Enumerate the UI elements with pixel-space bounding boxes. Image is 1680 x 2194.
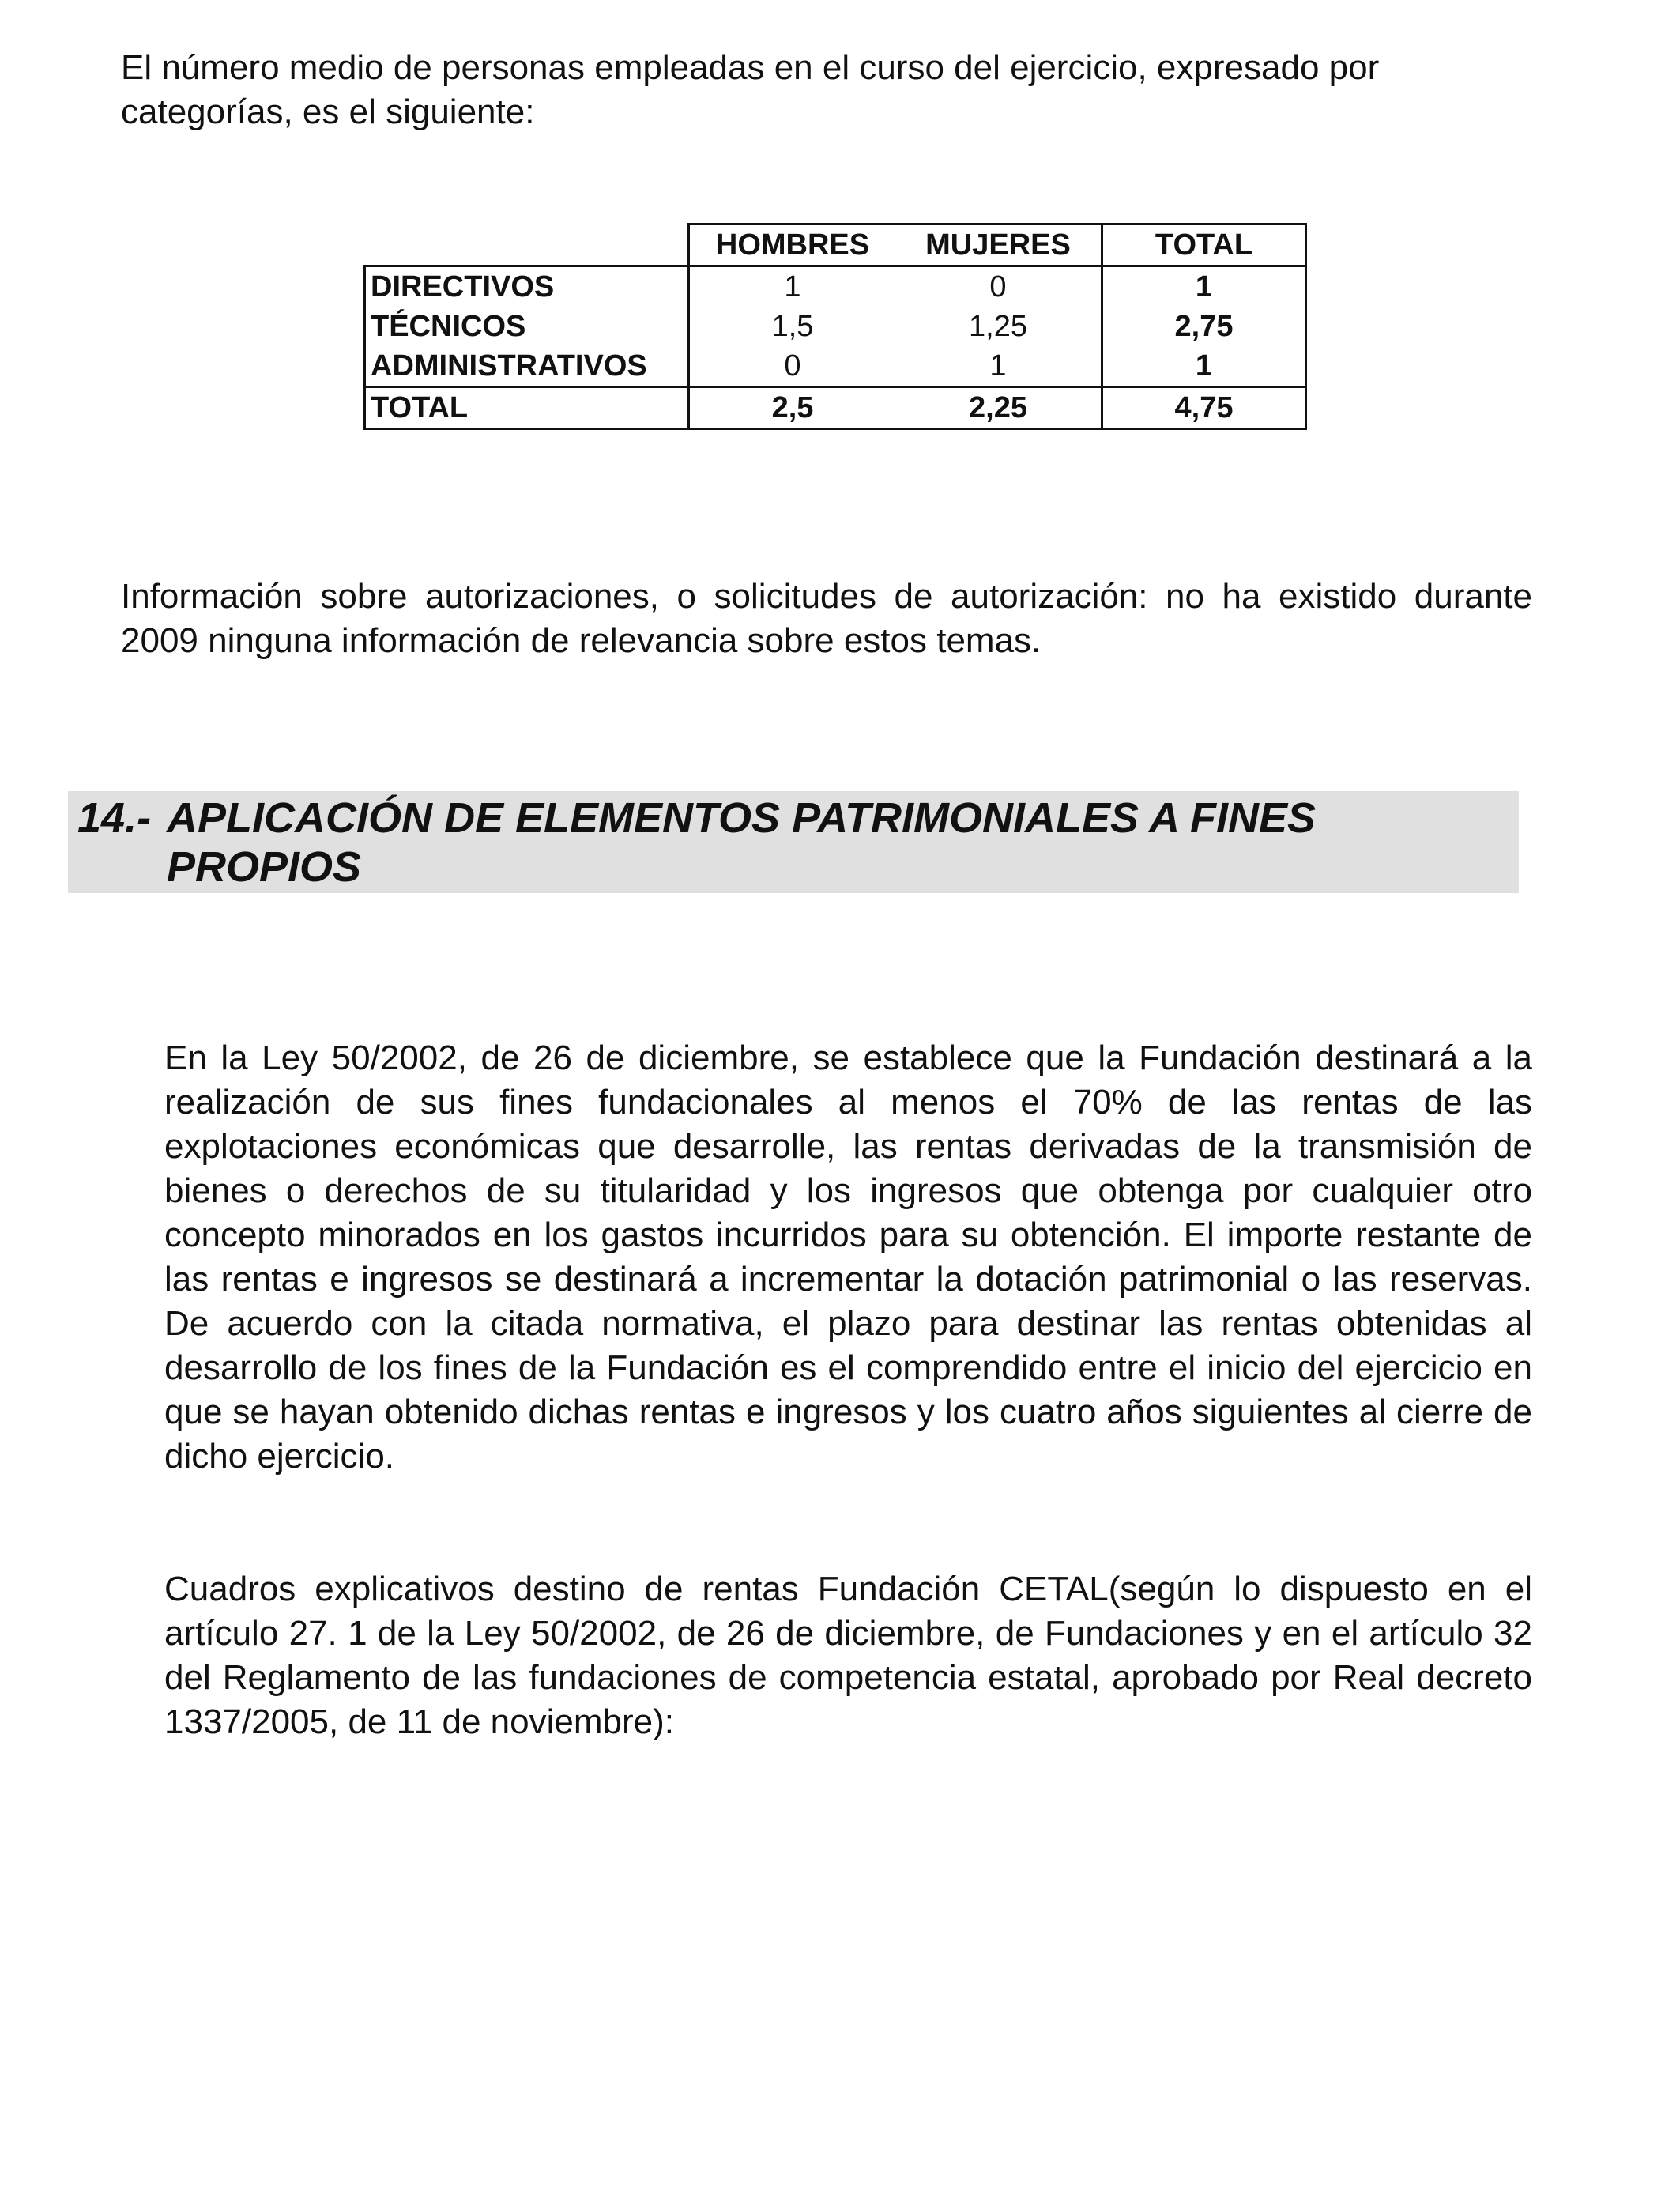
table-row — [365, 307, 1306, 346]
employees-table — [363, 223, 1307, 430]
cell-mujeres: 1,25 — [969, 310, 1027, 343]
cell-total: 1 — [1102, 266, 1306, 307]
total-hombres: 2,5 — [689, 387, 896, 429]
section-number: 14.- — [77, 794, 152, 842]
total-mujeres: 2,25 — [895, 387, 1102, 429]
table-row — [365, 346, 1306, 387]
cell-total: 1 — [1102, 346, 1306, 387]
total-label: TOTAL — [365, 387, 689, 429]
header-total: TOTAL — [1102, 224, 1306, 266]
section-heading — [68, 791, 1519, 893]
table-header-row — [365, 224, 1306, 266]
table-header-blank — [365, 224, 689, 266]
header-mujeres: MUJERES — [895, 224, 1102, 266]
cell-mujeres: 0 — [895, 266, 1102, 307]
row-label: DIRECTIVOS — [365, 266, 689, 307]
row-label: TÉCNICOS — [365, 307, 689, 346]
header-hombres: HOMBRES — [689, 224, 896, 266]
cell-hombres: 0 — [689, 346, 896, 387]
cell-hombres: 1,5 — [689, 307, 896, 346]
authorizations-paragraph: Información sobre autorizaciones, o solicitudes de autorización: no ha existido durante 2009 ninguna información de relevancia sobre estos temas. — [121, 577, 1532, 660]
section-title: APLICACIÓN DE ELEMENTOS PATRIMONIALES A FINES PROPIOS — [167, 794, 1317, 891]
cell-mujeres: 1 — [989, 349, 1007, 383]
table-row — [365, 266, 1306, 307]
law-paragraph: En la Ley 50/2002, de 26 de diciembre, se establece que la Fundación destinará a la realización de sus fines fundacionales al menos el 70% de las rentas de las explotaciones económicas que desarrolle, las rentas derivadas de la transmisión de bienes o derechos de su titularidad y los ingresos que obtenga por cualquier otro concepto minorados en los gastos incurridos para su obtención. El importe restante de las rentas e ingresos se destinará a incrementar la dotación patrimonial o las reservas. De acuerdo con la citada normativa, el plazo para destinar las rentas obtenidas al desarrollo de los fines de la Fundación es el comprendido entre el inicio del ejercicio en que se hayan obtenido dichas rentas e ingresos y los cuatro años siguientes al cierre de dicho ejercicio. — [164, 1039, 1532, 1476]
cell-hombres: 1 — [689, 266, 896, 307]
cuadros-paragraph: Cuadros explicativos destino de rentas Fundación CETAL(según lo dispuesto en el artículo 27. 1 de la Ley 50/2002, de 26 de diciembre, de Fundaciones y en el artículo 32 del Reglamento de las fundaciones de competencia estatal, aprobado por Real decreto 1337/2005, de 11 de noviembre): — [164, 1570, 1532, 1741]
table-total-row — [365, 387, 1306, 429]
row-label: ADMINISTRATIVOS — [365, 346, 689, 387]
intro-paragraph: El número medio de personas empleadas en el curso del ejercicio, expresado por categorías, es el siguiente: — [121, 48, 1380, 131]
cell-total: 2,75 — [1102, 307, 1306, 346]
total-total: 4,75 — [1102, 387, 1306, 429]
